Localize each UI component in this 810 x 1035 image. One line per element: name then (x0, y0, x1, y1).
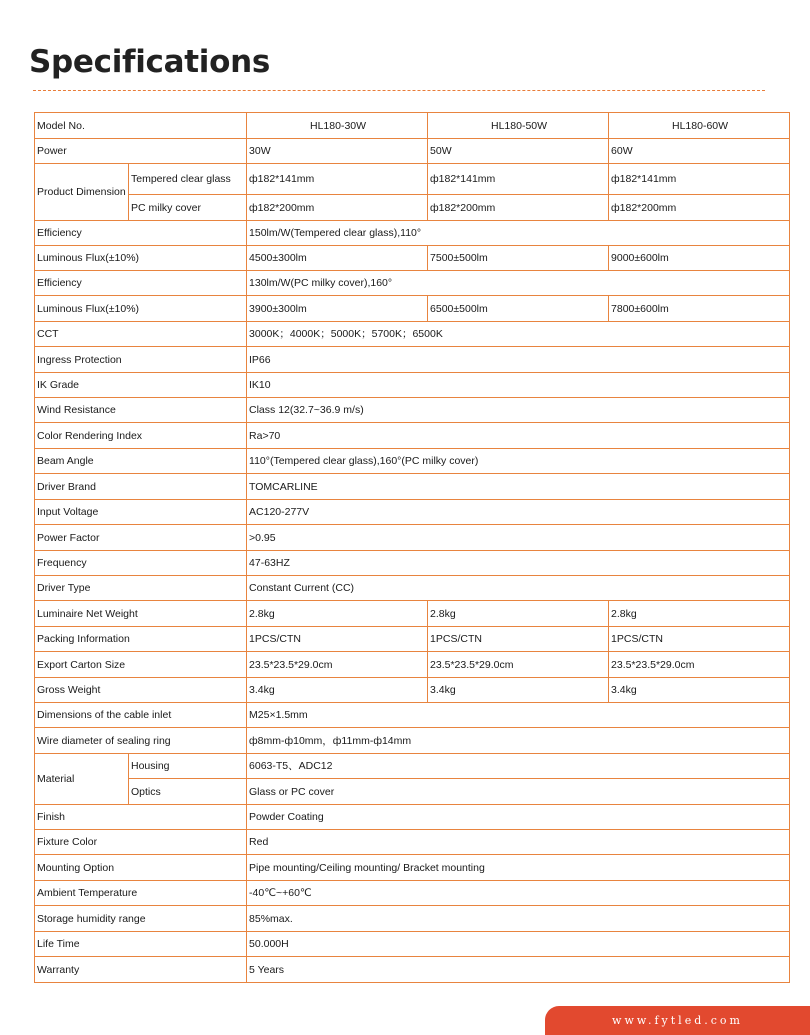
cable-inlet-label: Dimensions of the cable inlet (35, 703, 247, 728)
finish-label: Finish (35, 805, 247, 830)
table-row (35, 932, 790, 957)
ingress-protection-label: Ingress Protection (35, 347, 247, 373)
model-50w: HL180-50W (428, 113, 609, 139)
table-row (35, 881, 790, 906)
table-row (35, 627, 790, 652)
tempered-dim-30w: ф182*141mm (247, 164, 428, 195)
footer-website: www.fytled.com (545, 1006, 810, 1035)
power-label: Power (35, 139, 247, 164)
tempered-dim-60w: ф182*141mm (609, 164, 790, 195)
packing-30w: 1PCS/CTN (247, 627, 428, 652)
net-weight-label: Luminaire Net Weight (35, 601, 247, 627)
model-60w: HL180-60W (609, 113, 790, 139)
power-factor-label: Power Factor (35, 525, 247, 551)
frequency-label: Frequency (35, 551, 247, 576)
power-30w: 30W (247, 139, 428, 164)
driver-brand-value: TOMCARLINE (247, 474, 790, 500)
table-row (35, 221, 790, 246)
model-30w: HL180-30W (247, 113, 428, 139)
table-row (35, 779, 790, 805)
driver-type-value: Constant Current (CC) (247, 576, 790, 601)
table-row (35, 652, 790, 678)
input-voltage-label: Input Voltage (35, 500, 247, 525)
mounting-option-label: Mounting Option (35, 855, 247, 881)
life-time-label: Life Time (35, 932, 247, 957)
efficiency-pc-label: Efficiency (35, 271, 247, 296)
ik-grade-value: IK10 (247, 373, 790, 398)
pc-dim-30w: ф182*200mm (247, 195, 428, 221)
table-row (35, 296, 790, 322)
sealing-ring-value: ф8mm-ф10mm，ф11mm-ф14mm (247, 728, 790, 754)
efficiency-value: 150lm/W(Tempered clear glass),110° (247, 221, 790, 246)
fixture-color-value: Red (247, 830, 790, 855)
cable-inlet-value: M25×1.5mm (247, 703, 790, 728)
net-weight-30w: 2.8kg (247, 601, 428, 627)
flux-pc-60w: 7800±600lm (609, 296, 790, 322)
net-weight-50w: 2.8kg (428, 601, 609, 627)
driver-brand-label: Driver Brand (35, 474, 247, 500)
flux-pc-50w: 6500±500lm (428, 296, 609, 322)
table-row (35, 398, 790, 423)
warranty-label: Warranty (35, 957, 247, 983)
finish-value: Powder Coating (247, 805, 790, 830)
efficiency-label: Efficiency (35, 221, 247, 246)
optics-value: Glass or PC cover (247, 779, 790, 805)
tempered-dim-50w: ф182*141mm (428, 164, 609, 195)
gross-weight-label: Gross Weight (35, 678, 247, 703)
frequency-value: 47-63HZ (247, 551, 790, 576)
tempered-glass-label: Tempered clear glass (129, 164, 247, 195)
net-weight-60w: 2.8kg (609, 601, 790, 627)
ambient-temp-value: -40℃~+60℃ (247, 881, 790, 906)
table-row (35, 347, 790, 373)
gross-weight-30w: 3.4kg (247, 678, 428, 703)
table-row (35, 449, 790, 474)
packing-50w: 1PCS/CTN (428, 627, 609, 652)
table-row (35, 474, 790, 500)
carton-50w: 23.5*23.5*29.0cm (428, 652, 609, 678)
housing-value: 6063-T5、ADC12 (247, 754, 790, 779)
humidity-value: 85%max. (247, 906, 790, 932)
ik-grade-label: IK Grade (35, 373, 247, 398)
carton-size-label: Export Carton Size (35, 652, 247, 678)
pc-dim-60w: ф182*200mm (609, 195, 790, 221)
table-row (35, 754, 790, 779)
input-voltage-value: AC120-277V (247, 500, 790, 525)
table-row (35, 322, 790, 347)
carton-60w: 23.5*23.5*29.0cm (609, 652, 790, 678)
wind-resistance-value: Class 12(32.7~36.9 m/s) (247, 398, 790, 423)
mounting-option-value: Pipe mounting/Ceiling mounting/ Bracket mounting (247, 855, 790, 881)
table-row (35, 271, 790, 296)
table-row (35, 576, 790, 601)
beam-angle-label: Beam Angle (35, 449, 247, 474)
pc-cover-label: PC milky cover (129, 195, 247, 221)
humidity-label: Storage humidity range (35, 906, 247, 932)
sealing-ring-label: Wire diameter of sealing ring (35, 728, 247, 754)
table-row (35, 678, 790, 703)
life-time-value: 50.000H (247, 932, 790, 957)
carton-30w: 23.5*23.5*29.0cm (247, 652, 428, 678)
fixture-color-label: Fixture Color (35, 830, 247, 855)
housing-label: Housing (129, 754, 247, 779)
table-row (35, 830, 790, 855)
material-label: Material (35, 754, 129, 805)
gross-weight-50w: 3.4kg (428, 678, 609, 703)
flux-30w: 4500±300lm (247, 246, 428, 271)
table-row (35, 525, 790, 551)
luminous-flux-label: Luminous Flux(±10%) (35, 246, 247, 271)
power-factor-value: >0.95 (247, 525, 790, 551)
table-row (35, 500, 790, 525)
driver-type-label: Driver Type (35, 576, 247, 601)
cri-value: Ra>70 (247, 423, 790, 449)
cri-label: Color Rendering Index (35, 423, 247, 449)
gross-weight-60w: 3.4kg (609, 678, 790, 703)
luminous-flux-pc-label: Luminous Flux(±10%) (35, 296, 247, 322)
table-row (35, 423, 790, 449)
ambient-temp-label: Ambient Temperature (35, 881, 247, 906)
product-dimension-label: Product Dimension (35, 164, 129, 221)
ingress-protection-value: IP66 (247, 347, 790, 373)
table-row (35, 728, 790, 754)
model-no-label: Model No. (35, 113, 247, 139)
page-title: Specifications (29, 44, 271, 80)
pc-dim-50w: ф182*200mm (428, 195, 609, 221)
table-row (35, 957, 790, 983)
table-row (35, 246, 790, 271)
flux-50w: 7500±500lm (428, 246, 609, 271)
table-row (35, 703, 790, 728)
cct-label: CCT (35, 322, 247, 347)
table-header-row (35, 113, 790, 139)
table-row (35, 373, 790, 398)
table-row (35, 164, 790, 195)
table-row (35, 551, 790, 576)
packing-info-label: Packing Information (35, 627, 247, 652)
power-50w: 50W (428, 139, 609, 164)
wind-resistance-label: Wind Resistance (35, 398, 247, 423)
efficiency-pc-value: 130lm/W(PC milky cover),160° (247, 271, 790, 296)
power-60w: 60W (609, 139, 790, 164)
flux-pc-30w: 3900±300lm (247, 296, 428, 322)
title-divider (33, 90, 765, 91)
table-row (35, 195, 790, 221)
table-row (35, 601, 790, 627)
warranty-value: 5 Years (247, 957, 790, 983)
specifications-table (34, 112, 790, 983)
cct-value: 3000K；4000K；5000K；5700K；6500K (247, 322, 790, 347)
table-row (35, 906, 790, 932)
flux-60w: 9000±600lm (609, 246, 790, 271)
table-row (35, 855, 790, 881)
packing-60w: 1PCS/CTN (609, 627, 790, 652)
table-row (35, 139, 790, 164)
beam-angle-value: 110°(Tempered clear glass),160°(PC milky cover) (247, 449, 790, 474)
optics-label: Optics (129, 779, 247, 805)
table-row (35, 805, 790, 830)
